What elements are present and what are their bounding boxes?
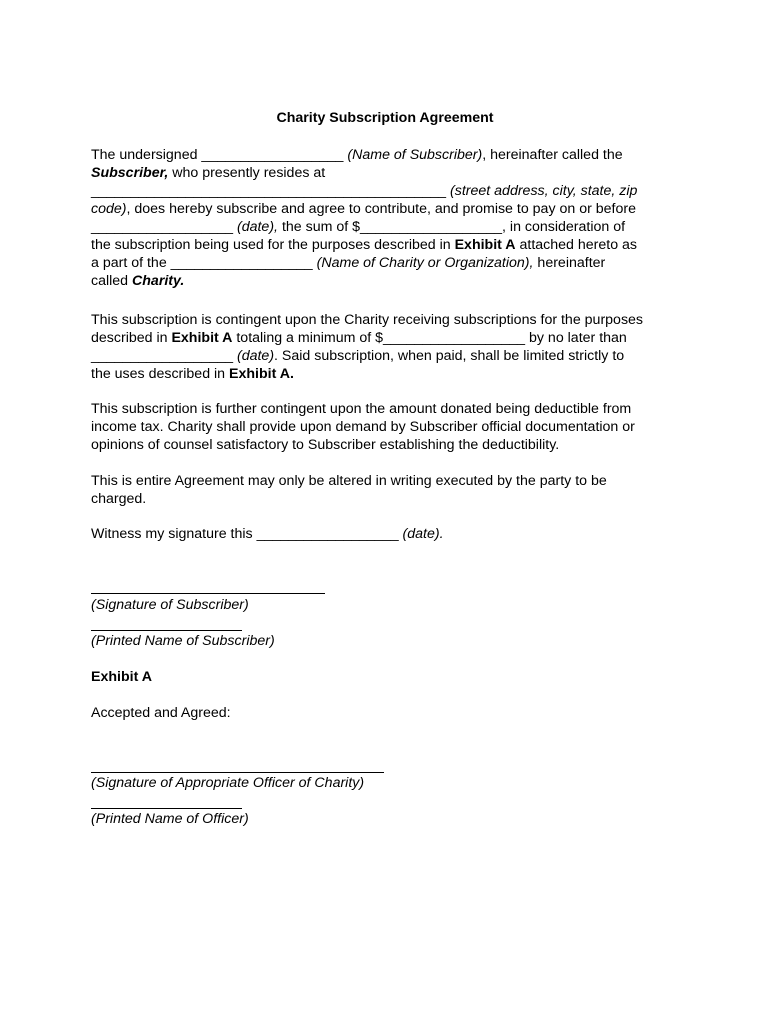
- accepted-and-agreed: Accepted and Agreed:: [91, 705, 231, 721]
- text-run: (Name of Subscriber): [347, 147, 483, 163]
- text-run: Subscriber,: [91, 165, 169, 181]
- text-run: __________________: [91, 348, 237, 364]
- witness-line: [91, 525, 691, 543]
- text-run: Exhibit A: [454, 237, 516, 253]
- text-run: , does hereby subscribe and agree to contribute, and promise to pay on or before: [126, 201, 636, 217]
- text-run: totaling a minimum of $__________________ by no later than: [232, 330, 627, 346]
- officer-printed-name-caption: (Printed Name of Officer): [91, 811, 249, 827]
- text-run: Witness my signature this __________________: [91, 526, 403, 542]
- text-line: [91, 365, 691, 383]
- text-line: This subscription is further contingent upon the amount donated being deductible from: [91, 401, 632, 417]
- text-line: This subscription is contingent upon the Charity receiving subscriptions for the purposes: [91, 312, 644, 328]
- text-line: charged.: [91, 491, 147, 507]
- text-run: (date): [236, 348, 275, 364]
- text-line: [91, 146, 691, 164]
- text-line: [91, 200, 691, 218]
- text-run: __________________: [91, 219, 237, 235]
- text-line: [91, 254, 691, 272]
- text-run: Charity.: [132, 273, 185, 289]
- text-run: , hereinafter called the: [482, 147, 623, 163]
- paragraph-entire-agreement: [91, 472, 691, 508]
- text-run: Exhibit A: [171, 330, 233, 346]
- text-run: (street address, city, state, zip: [450, 183, 638, 199]
- text-run: (Name of Charity or Organization),: [316, 255, 534, 271]
- subscriber-signature-caption: (Signature of Subscriber): [91, 597, 249, 613]
- text-line: This is entire Agreement may only be altered in writing executed by the party to be: [91, 473, 607, 489]
- text-run: the uses described in: [91, 366, 230, 382]
- paragraph-subscriber-terms: [91, 146, 691, 290]
- document-title: Charity Subscription Agreement: [276, 110, 494, 126]
- text-run: Exhibit A.: [229, 366, 294, 382]
- text-run: _____________________________________________: [91, 183, 451, 199]
- subscriber-signature-line: [91, 593, 325, 594]
- text-run: the subscription being used for the purposes described in: [91, 237, 455, 253]
- text-line: [91, 329, 691, 347]
- text-line: [91, 236, 691, 254]
- text-line: [91, 182, 691, 200]
- text-line: [91, 525, 691, 543]
- text-run: attached hereto as: [515, 237, 638, 253]
- text-run: The undersigned __________________: [91, 147, 348, 163]
- text-run: the sum of $__________________, in consideration of: [278, 219, 626, 235]
- paragraph-deductibility: [91, 400, 691, 454]
- text-line: [91, 164, 691, 182]
- text-line: [91, 347, 691, 365]
- text-run: hereinafter: [533, 255, 606, 271]
- text-line: [91, 218, 691, 236]
- paragraph-contingency: [91, 311, 691, 383]
- text-run: who presently resides at: [168, 165, 326, 181]
- text-run: . Said subscription, when paid, shall be limited strictly to: [274, 348, 625, 364]
- officer-signature-line: [91, 772, 384, 773]
- text-run: (date),: [236, 219, 278, 235]
- text-run: described in: [91, 330, 172, 346]
- text-line: [91, 272, 691, 290]
- exhibit-heading: Exhibit A: [91, 669, 152, 685]
- text-run: a part of the __________________: [91, 255, 317, 271]
- subscriber-printed-name-line: [91, 630, 242, 631]
- text-line: opinions of counsel satisfactory to Subscriber establishing the deductibility.: [91, 437, 560, 453]
- text-line: income tax. Charity shall provide upon demand by Subscriber official documentation or: [91, 419, 635, 435]
- text-run: code): [91, 201, 127, 217]
- officer-signature-caption: (Signature of Appropriate Officer of Charity): [91, 775, 365, 791]
- text-run: called: [91, 273, 133, 289]
- officer-printed-name-line: [91, 808, 242, 809]
- subscriber-printed-name-caption: (Printed Name of Subscriber): [91, 633, 275, 649]
- text-run: (date).: [402, 526, 444, 542]
